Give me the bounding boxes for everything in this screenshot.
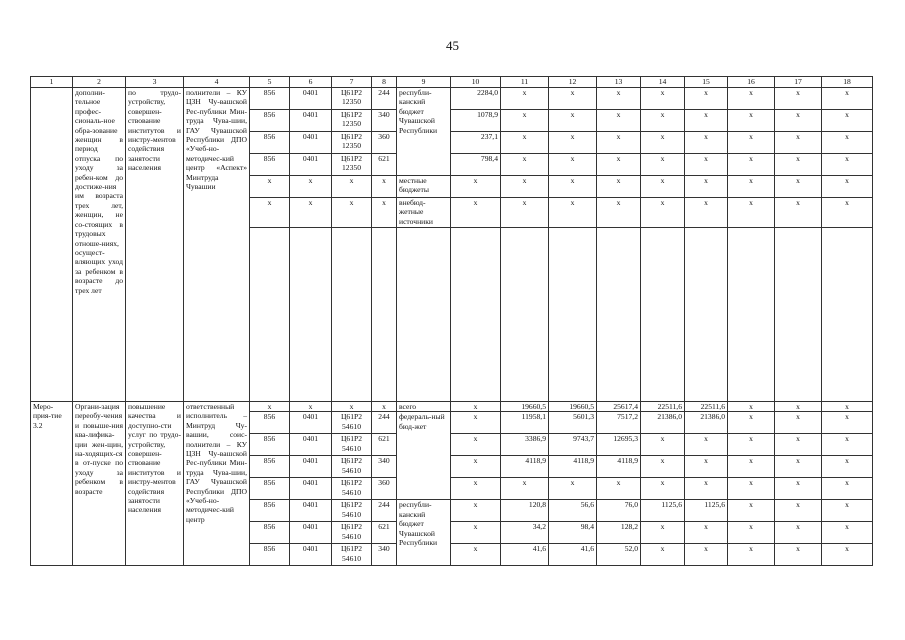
table-row <box>31 88 873 110</box>
amount-cell: 22511,6 <box>685 402 728 412</box>
amount-cell: x <box>775 478 822 500</box>
event-name-cell: Органи-зация переобу-чения и повыше-ния ква-лифика-ции жен-щин, на-ходящих-ся в от-пуске по уходу за ребенком в возрасте <box>73 402 126 566</box>
target-article-cell: x <box>332 198 372 228</box>
amount-cell: 98,4 <box>549 522 597 544</box>
expense-type-cell: 360 <box>372 132 397 154</box>
col-number: 14 <box>641 77 685 88</box>
amount-cell: 1125,6 <box>641 500 685 522</box>
col-number: 12 <box>549 77 597 88</box>
expense-type-cell: 244 <box>372 500 397 522</box>
amount-cell: 41,6 <box>549 544 597 566</box>
amount-cell: 4118,9 <box>549 456 597 478</box>
amount-cell: x <box>451 176 501 198</box>
target-article-cell: Ц61Р2 54610 <box>332 434 372 456</box>
amount-cell: x <box>822 176 873 198</box>
program-table <box>30 76 873 566</box>
grbs-cell: 856 <box>250 88 290 110</box>
amount-cell: x <box>822 154 873 176</box>
col-number: 11 <box>501 77 549 88</box>
amount-cell: x <box>775 198 822 228</box>
executor-cell: полнители – КУ ЦЗН Чу-вашской Рес-публики Мин-труда Чува-шии, ГАУ Чувашской Республики ДПО «Учеб-но-методичес-кий центр «Аспект» Минтруда Чувашии <box>184 88 250 402</box>
amount-cell: x <box>685 110 728 132</box>
amount-cell: x <box>597 154 641 176</box>
grbs-cell: 856 <box>250 110 290 132</box>
col-number: 8 <box>372 77 397 88</box>
amount-cell: 41,6 <box>501 544 549 566</box>
expense-type-cell: 244 <box>372 412 397 434</box>
amount-cell: x <box>549 478 597 500</box>
target-article-cell: Ц61Р2 54610 <box>332 522 372 544</box>
amount-cell: x <box>501 478 549 500</box>
amount-cell: x <box>775 434 822 456</box>
amount-cell: x <box>641 544 685 566</box>
section-cell: x <box>290 402 332 412</box>
amount-cell: 237,1 <box>451 132 501 154</box>
grbs-cell: 856 <box>250 456 290 478</box>
amount-cell: x <box>685 456 728 478</box>
grbs-cell: 856 <box>250 412 290 434</box>
amount-cell: x <box>728 110 775 132</box>
col-number: 16 <box>728 77 775 88</box>
target-article-cell: Ц61Р2 12350 <box>332 132 372 154</box>
expense-type-cell: 244 <box>372 88 397 110</box>
amount-cell: x <box>685 522 728 544</box>
amount-cell: x <box>641 88 685 110</box>
amount-cell: 1078,9 <box>451 110 501 132</box>
amount-cell: x <box>728 176 775 198</box>
col-number: 1 <box>31 77 73 88</box>
expense-type-cell: x <box>372 198 397 228</box>
amount-cell: x <box>685 434 728 456</box>
amount-cell: x <box>641 154 685 176</box>
grbs-cell: 856 <box>250 132 290 154</box>
amount-cell: x <box>822 456 873 478</box>
col-number: 13 <box>597 77 641 88</box>
target-article-cell: Ц61Р2 54610 <box>332 456 372 478</box>
amount-cell: x <box>822 132 873 154</box>
amount-cell: x <box>685 88 728 110</box>
grbs-cell: 856 <box>250 500 290 522</box>
amount-cell: x <box>775 412 822 434</box>
expense-type-cell: 340 <box>372 544 397 566</box>
amount-cell: x <box>775 456 822 478</box>
task-cell: повышение качества и доступно-сти услуг по трудо-устройству, совершен-ствование институтов и инстру-ментов содействия занятости населения <box>126 402 184 566</box>
amount-cell: x <box>597 88 641 110</box>
grbs-cell: x <box>250 402 290 412</box>
amount-cell: x <box>728 544 775 566</box>
amount-cell: x <box>549 154 597 176</box>
section-cell: x <box>290 198 332 228</box>
amount-cell: x <box>451 522 501 544</box>
amount-cell: x <box>451 478 501 500</box>
expense-type-cell: 621 <box>372 434 397 456</box>
amount-cell: x <box>728 412 775 434</box>
amount-cell: x <box>728 500 775 522</box>
col-number: 15 <box>685 77 728 88</box>
amount-cell: x <box>501 154 549 176</box>
amount-cell: 9743,7 <box>549 434 597 456</box>
amount-cell: x <box>549 88 597 110</box>
amount-cell: x <box>822 198 873 228</box>
amount-cell: x <box>641 176 685 198</box>
expense-type-cell: 340 <box>372 110 397 132</box>
amount-cell: x <box>775 500 822 522</box>
amount-cell: 21386,0 <box>641 412 685 434</box>
section-cell: 0401 <box>290 544 332 566</box>
amount-cell: x <box>822 522 873 544</box>
section-cell: x <box>290 176 332 198</box>
amount-cell: x <box>728 478 775 500</box>
col-number: 18 <box>822 77 873 88</box>
section-cell: 0401 <box>290 88 332 110</box>
expense-type-cell: 340 <box>372 456 397 478</box>
col-number: 9 <box>397 77 451 88</box>
section-cell: 0401 <box>290 154 332 176</box>
amount-cell: x <box>775 132 822 154</box>
section-cell: 0401 <box>290 412 332 434</box>
expense-type-cell: 360 <box>372 478 397 500</box>
amount-cell: x <box>641 478 685 500</box>
grbs-cell: 856 <box>250 434 290 456</box>
col-number: 5 <box>250 77 290 88</box>
target-article-cell: Ц61Р2 54610 <box>332 500 372 522</box>
amount-cell: 25617,4 <box>597 402 641 412</box>
amount-cell: x <box>728 154 775 176</box>
task-cell: по трудо-устройству, совершен-ствование институтов и инстру-ментов содействия занятости населения <box>126 88 184 402</box>
amount-cell: 1125,6 <box>685 500 728 522</box>
target-article-cell: Ц61Р2 54610 <box>332 544 372 566</box>
amount-cell: x <box>685 198 728 228</box>
amount-cell: x <box>775 544 822 566</box>
funding-source-cell: местные бюджеты <box>397 176 451 198</box>
event-number-cell: Меро-прия-тие 3.2 <box>31 402 73 566</box>
amount-cell: x <box>822 478 873 500</box>
amount-cell: x <box>597 198 641 228</box>
amount-cell: x <box>728 402 775 412</box>
amount-cell: x <box>549 198 597 228</box>
expense-type-cell: 621 <box>372 154 397 176</box>
amount-cell: x <box>822 500 873 522</box>
col-number: 10 <box>451 77 501 88</box>
grbs-cell: 856 <box>250 522 290 544</box>
amount-cell: 56,6 <box>549 500 597 522</box>
event-number-cell <box>31 88 73 402</box>
amount-cell: x <box>685 544 728 566</box>
amount-cell: 2284,0 <box>451 88 501 110</box>
col-number: 4 <box>184 77 250 88</box>
grbs-cell: 856 <box>250 544 290 566</box>
amount-cell: x <box>728 456 775 478</box>
funding-source-cell: федераль-ный бюд-жет <box>397 412 451 500</box>
amount-cell: 7517,2 <box>597 412 641 434</box>
amount-cell: 19660,5 <box>549 402 597 412</box>
amount-cell: x <box>501 132 549 154</box>
amount-cell: x <box>775 522 822 544</box>
expense-type-cell: x <box>372 176 397 198</box>
amount-cell: x <box>597 176 641 198</box>
col-number: 2 <box>73 77 126 88</box>
amount-cell: x <box>641 456 685 478</box>
amount-cell: x <box>549 132 597 154</box>
amount-cell: 34,2 <box>501 522 549 544</box>
amount-cell: x <box>451 456 501 478</box>
amount-cell: x <box>597 110 641 132</box>
amount-cell: x <box>451 402 501 412</box>
amount-cell: x <box>597 132 641 154</box>
amount-cell: x <box>685 176 728 198</box>
amount-cell: x <box>549 176 597 198</box>
amount-cell: x <box>549 110 597 132</box>
amount-cell: 4118,9 <box>597 456 641 478</box>
amount-cell: x <box>451 544 501 566</box>
col-number: 7 <box>332 77 372 88</box>
amount-cell: x <box>641 198 685 228</box>
section-cell: 0401 <box>290 500 332 522</box>
amount-cell: 22511,6 <box>641 402 685 412</box>
amount-cell: 52,0 <box>597 544 641 566</box>
amount-cell: x <box>641 110 685 132</box>
target-article-cell: x <box>332 176 372 198</box>
amount-cell: x <box>501 110 549 132</box>
target-article-cell: x <box>332 402 372 412</box>
amount-cell: x <box>728 198 775 228</box>
grbs-cell: x <box>250 176 290 198</box>
event-name-cell: дополни-тельное профес-сиональ-ное обра-зование женщин в период отпуска по уходу за ребен-ком до достиже-ния им возраста трех лет, женщин, не со-стоящих в трудовых отноше-ниях, осущест-вляющих уход за ребенком в возрасте до трех лет <box>73 88 126 402</box>
amount-cell: x <box>775 402 822 412</box>
amount-cell: x <box>775 154 822 176</box>
amount-cell: 120,8 <box>501 500 549 522</box>
page-number: 45 <box>446 38 459 53</box>
funding-source-cell: всего <box>397 402 451 412</box>
amount-cell: 3386,9 <box>501 434 549 456</box>
amount-cell: x <box>685 132 728 154</box>
amount-cell: 21386,0 <box>685 412 728 434</box>
amount-cell: x <box>451 412 501 434</box>
amount-cell: x <box>728 88 775 110</box>
amount-cell: x <box>451 500 501 522</box>
target-article-cell: Ц61Р2 12350 <box>332 154 372 176</box>
funding-source-cell: республи-канский бюджет Чувашской Республики <box>397 500 451 566</box>
amount-cell: x <box>728 434 775 456</box>
section-cell: 0401 <box>290 478 332 500</box>
amount-cell: 798,4 <box>451 154 501 176</box>
amount-cell: 76,0 <box>597 500 641 522</box>
amount-cell: x <box>775 88 822 110</box>
section-cell: 0401 <box>290 456 332 478</box>
amount-cell: x <box>685 478 728 500</box>
target-article-cell: Ц61Р2 12350 <box>332 110 372 132</box>
section-cell: 0401 <box>290 110 332 132</box>
amount-cell: x <box>775 176 822 198</box>
amount-cell: 4118,9 <box>501 456 549 478</box>
amount-cell: x <box>775 110 822 132</box>
col-number: 17 <box>775 77 822 88</box>
section-cell: 0401 <box>290 132 332 154</box>
amount-cell: x <box>641 132 685 154</box>
target-article-cell: Ц61Р2 12350 <box>332 88 372 110</box>
amount-cell: x <box>641 434 685 456</box>
target-article-cell: Ц61Р2 54610 <box>332 412 372 434</box>
amount-cell: x <box>451 434 501 456</box>
amount-cell: x <box>597 478 641 500</box>
amount-cell: x <box>822 434 873 456</box>
section-cell: 0401 <box>290 522 332 544</box>
expense-type-cell: 621 <box>372 522 397 544</box>
funding-source-cell: внебюд-жетные источники <box>397 198 451 228</box>
executor-cell: ответственный исполнитель – Минтруд Чу-вашии, соис-полнители – КУ ЦЗН Чу-вашской Рес-публики Мин-труда Чува-шии, ГАУ Чувашской Республики ДПО «Учеб-но-методичес-кий центр <box>184 402 250 566</box>
amount-cell: x <box>501 198 549 228</box>
amount-cell: x <box>728 522 775 544</box>
grbs-cell: x <box>250 198 290 228</box>
amount-cell: x <box>822 88 873 110</box>
amount-cell: x <box>728 132 775 154</box>
grbs-cell: 856 <box>250 478 290 500</box>
amount-cell: 11958,1 <box>501 412 549 434</box>
col-number: 3 <box>126 77 184 88</box>
amount-cell: x <box>501 176 549 198</box>
section-cell: 0401 <box>290 434 332 456</box>
column-number-row <box>31 77 873 88</box>
amount-cell: 19660,5 <box>501 402 549 412</box>
expense-type-cell: x <box>372 402 397 412</box>
amount-cell: x <box>501 88 549 110</box>
col-number: 6 <box>290 77 332 88</box>
target-article-cell: Ц61Р2 54610 <box>332 478 372 500</box>
amount-cell: x <box>641 522 685 544</box>
table-row <box>31 402 873 412</box>
amount-cell: x <box>822 544 873 566</box>
amount-cell: 128,2 <box>597 522 641 544</box>
amount-cell: 12695,3 <box>597 434 641 456</box>
grbs-cell: 856 <box>250 154 290 176</box>
amount-cell: x <box>822 110 873 132</box>
amount-cell: x <box>451 198 501 228</box>
amount-cell: x <box>822 412 873 434</box>
amount-cell: 5601,3 <box>549 412 597 434</box>
amount-cell: x <box>685 154 728 176</box>
amount-cell: x <box>822 402 873 412</box>
funding-source-cell: республи-канский бюджет Чувашской Республики <box>397 88 451 176</box>
